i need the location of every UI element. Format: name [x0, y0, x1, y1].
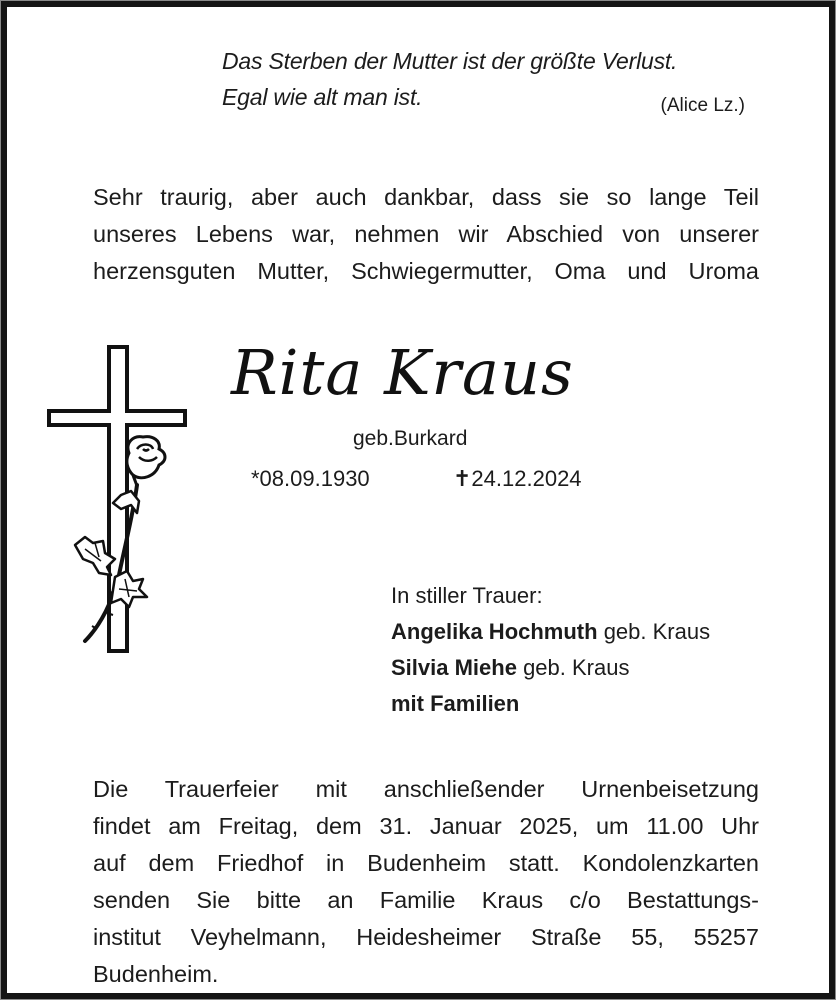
maiden-name: geb.Burkard — [353, 427, 468, 450]
intro-line: Sehr traurig, aber auch dankbar, dass sie so lange Teil — [93, 184, 759, 210]
mourner-name: Silvia Miehe — [391, 655, 517, 680]
deceased-name: Rita Kraus — [231, 336, 574, 409]
quote-line: Egal wie alt man ist. — [222, 84, 423, 110]
mourners-block — [391, 578, 710, 722]
mourner-name: mit Familien — [391, 691, 520, 716]
service-line: findet am Freitag, dem 31. Januar 2025, um 11.00 Uhr — [93, 813, 759, 839]
intro-paragraph — [93, 179, 759, 290]
intro-line: herzensguten Mutter, Schwiegermutter, Oma und Uroma — [93, 258, 759, 284]
cross-with-rose-icon — [45, 345, 193, 655]
service-line: Die Trauerfeier mit anschließender Urnenbeisetzung — [93, 776, 759, 802]
death-date: ✝24.12.2024 — [453, 466, 582, 491]
service-details — [93, 771, 759, 993]
mourner-entry — [391, 650, 710, 686]
service-line: senden Sie bitte an Familie Kraus c/o Bestattungs- — [93, 887, 759, 913]
mourner-name: Angelika Hochmuth — [391, 619, 598, 644]
birth-date: *08.09.1930 — [251, 466, 370, 491]
mourner-suffix: geb. Kraus — [597, 619, 711, 644]
mourner-entry — [391, 686, 710, 722]
intro-line: unseres Lebens war, nehmen wir Abschied von unserer — [93, 221, 759, 247]
service-line: institut Veyhelmann, Heidesheimer Straße 55, 55257 — [93, 924, 759, 950]
mourners-heading: In stiller Trauer: — [391, 583, 543, 608]
mourner-suffix: geb. Kraus — [516, 655, 630, 680]
mourner-entry — [391, 614, 710, 650]
service-line: auf dem Friedhof in Budenheim statt. Kondolenzkarten — [93, 850, 759, 876]
quote-author: (Alice Lz.) — [660, 95, 745, 116]
service-line: Budenheim. — [93, 961, 219, 987]
quote-line: Das Sterben der Mutter ist der größte Verlust. — [222, 48, 678, 74]
